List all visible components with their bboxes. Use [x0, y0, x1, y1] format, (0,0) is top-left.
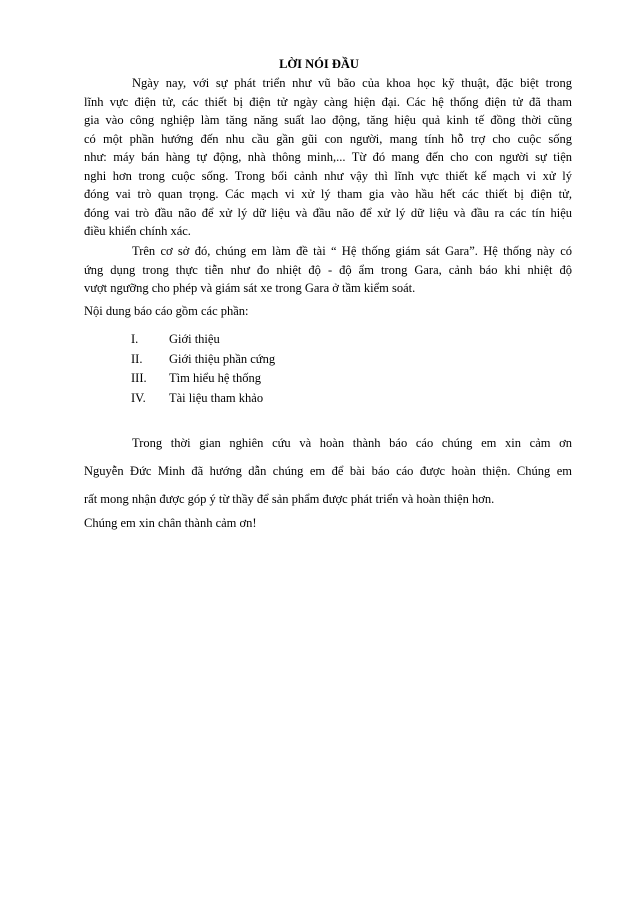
intro-line: đóng vai trò quan trọng. Các mạch vi xử lý tham gia vào hầu hết các thiết bị điện tử, — [84, 187, 572, 201]
list-item-number: III. — [131, 371, 147, 385]
thanks-paragraph — [84, 429, 572, 513]
intro-line: như: máy bán hàng tự động, nhà thông minh,... Từ đó mang đến cho con người sự tiện — [84, 150, 572, 164]
thanks-line: Trong thời gian nghiên cứu và hoàn thành báo cáo chúng em xin cảm ơn — [132, 436, 572, 450]
intro-line: gia vào công nghiệp làm tăng năng suất lao động, tăng hiệu quả kinh tế đồng thời cũng — [84, 113, 572, 127]
intro-line: lĩnh vực điện tử, các thiết bị điện tử ngày càng hiện đại. Các hệ thống điện tử đã tham — [84, 94, 572, 109]
intro-line: điều khiển chính xác. — [84, 224, 191, 238]
contents-list — [131, 330, 275, 408]
list-item — [131, 350, 275, 370]
intro-line: có một phần hướng đến nhu cầu gần gũi con người, mang tính hỗ trợ cho cuộc sống — [84, 131, 572, 146]
list-item-number: II. — [131, 351, 143, 366]
project-paragraph — [84, 242, 572, 298]
list-item-label: Giới thiệu phần cứng — [169, 351, 276, 366]
list-item-label: Tài liệu tham khảo — [169, 390, 264, 405]
intro-paragraph — [84, 74, 572, 241]
list-item-number: IV. — [131, 390, 146, 405]
intro-line: nghi hơn trong cuộc sống. Trong bối cảnh như vậy thì lĩnh vực thiết kế mạch vi xử lý — [84, 168, 572, 183]
intro-line: đóng vai trò đầu não để xử lý dữ liệu và đầu não để xử lý dữ liệu và đầu ra các tín hiệu — [84, 205, 572, 220]
project-line: ứng dụng trong thực tiễn như đo nhiệt độ - độ ẩm trong Gara, cảnh báo khi nhiệt độ — [84, 262, 572, 277]
contents-heading: Nội dung báo cáo gồm các phần: — [84, 304, 249, 318]
intro-line: Ngày nay, với sự phát triển như vũ bão của khoa học kỹ thuật, đặc biệt trong — [132, 76, 572, 90]
closing-line: Chúng em xin chân thành cảm ơn! — [84, 516, 257, 530]
project-line: Trên cơ sở đó, chúng em làm đề tài “ Hệ thống giám sát Gara”. Hệ thống này có — [132, 244, 572, 258]
thanks-line: rất mong nhận được góp ý từ thầy để sản phẩm được phát triển và hoàn thiện hơn. — [84, 492, 495, 506]
page-title: LỜI NÓI ĐẦU — [279, 57, 359, 71]
list-item-label: Tìm hiểu hệ thống — [169, 371, 261, 385]
list-item — [131, 369, 275, 389]
list-item — [131, 330, 275, 350]
list-item-number: I. — [131, 332, 139, 346]
project-line: vượt ngưỡng cho phép và giám sát xe trong Gara ở tầm kiểm soát. — [84, 281, 416, 295]
thanks-line: Nguyễn Đức Minh đã hướng dẫn chúng em để bài báo cáo được hoàn thiện. Chúng em — [84, 464, 572, 478]
list-item-label: Giới thiệu — [169, 332, 220, 346]
list-item — [131, 389, 275, 409]
